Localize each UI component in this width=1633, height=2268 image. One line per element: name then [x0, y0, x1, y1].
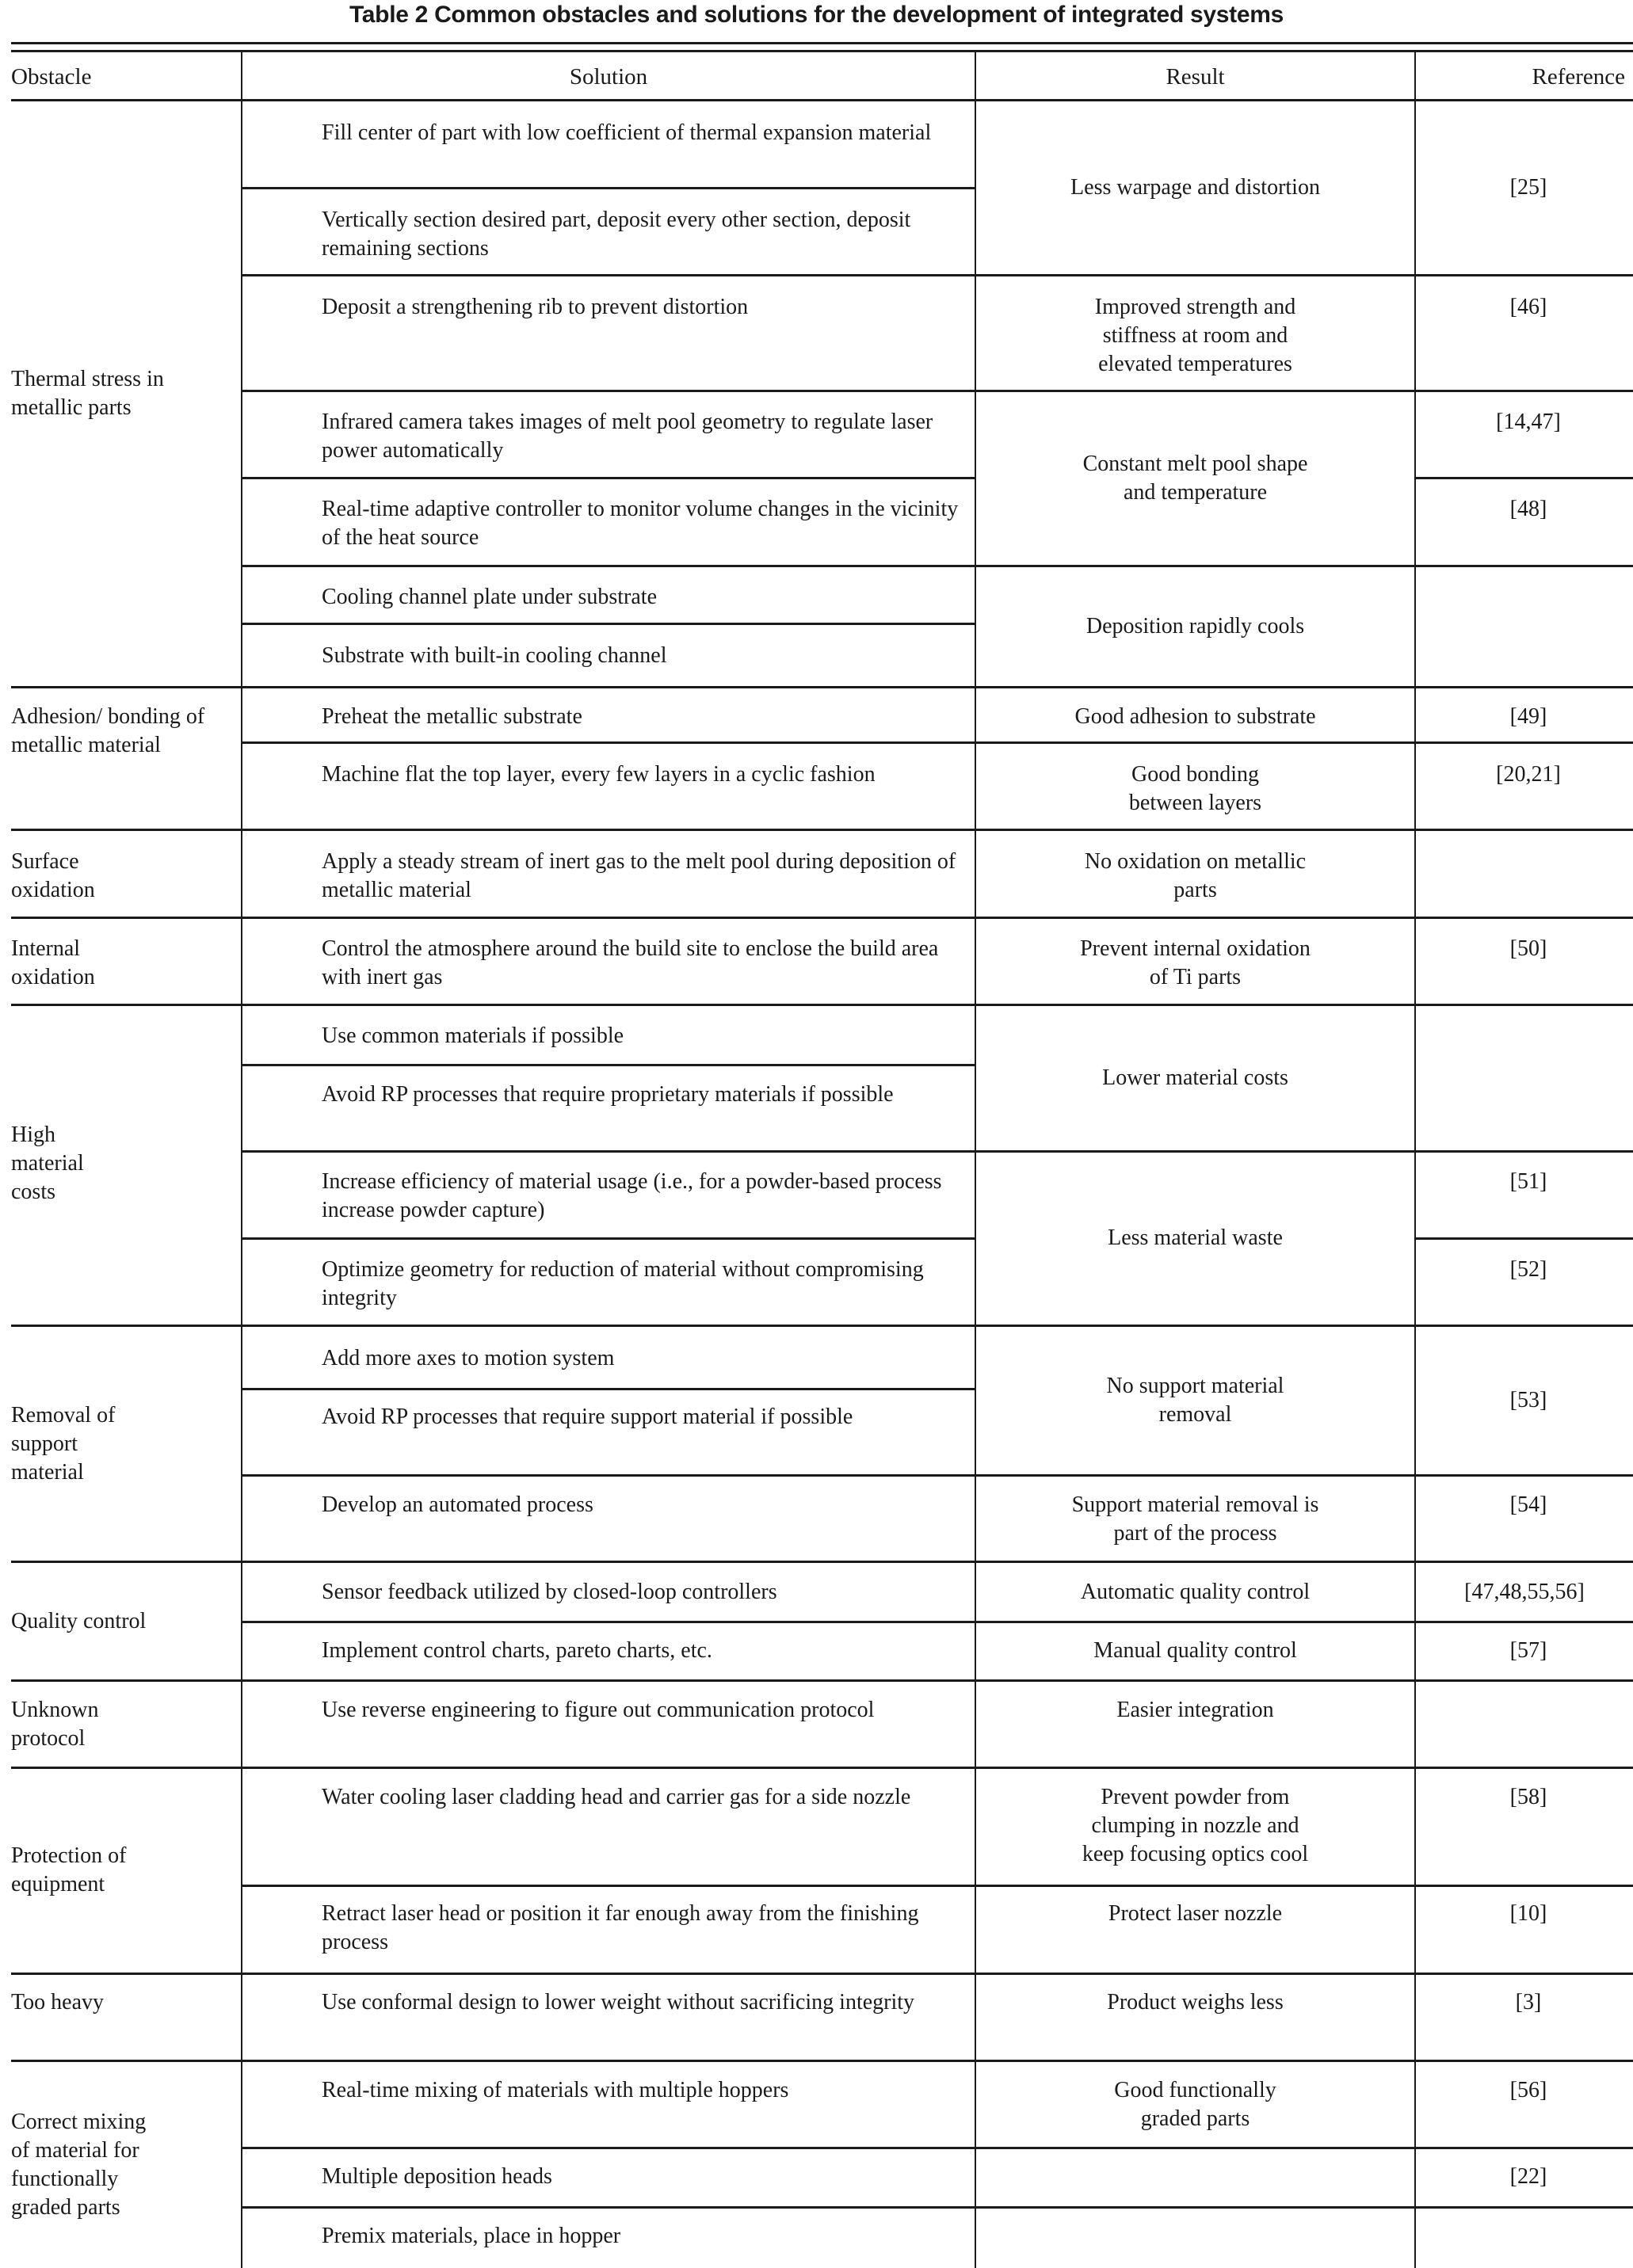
row-divider [242, 2147, 1633, 2149]
obstacle-cell: Adhesion/ bonding of metallic material [11, 704, 205, 757]
obstacle-cell: Unknown protocol [11, 1698, 99, 1751]
row-divider [242, 565, 1633, 567]
row-divider [242, 1150, 1633, 1153]
reference-cell: [58] [1509, 1785, 1547, 1809]
solution-cell: Optimize geometry for reduction of material without compromising integrity [322, 1257, 924, 1310]
result-cell: Lower material costs [1102, 1065, 1288, 1090]
obstacle-cell: Too heavy [11, 1990, 105, 2015]
result-cell: Support material removal is part of the process [1071, 1492, 1319, 1546]
group-divider [11, 1561, 1633, 1563]
header-reference: Reference [1532, 63, 1625, 90]
reference-cell: [52] [1509, 1257, 1547, 1282]
reference-cell: [57] [1509, 1638, 1547, 1663]
row-divider [242, 477, 975, 479]
solution-cell: Real-time mixing of materials with multiple hoppers [322, 2078, 789, 2102]
row-divider [242, 1388, 975, 1390]
result-cell: Improved strength and stiffness at room and elevated temperatures [1094, 295, 1296, 376]
solution-cell: Control the atmosphere around the build site to enclose the build area with inert gas [322, 936, 939, 989]
column-divider-1 [241, 52, 242, 2268]
obstacle-cell: High material costs [11, 1123, 84, 1204]
row-divider [242, 741, 1633, 744]
reference-cell: [51] [1509, 1169, 1547, 1194]
obstacle-cell: Internal oxidation [11, 936, 95, 989]
row-divider [242, 1237, 975, 1240]
row-divider [242, 623, 975, 625]
result-cell: Less material waste [1108, 1225, 1283, 1250]
row-divider [242, 390, 1633, 392]
result-cell: Prevent internal oxidation of Ti parts [1080, 936, 1311, 989]
reference-cell: [22] [1509, 2164, 1547, 2189]
header-obstacle: Obstacle [11, 63, 92, 90]
group-divider [11, 1767, 1633, 1769]
table-title: Table 2 Common obstacles and solutions for the development of integrated systems [349, 2, 1284, 28]
reference-cell: [56] [1509, 2078, 1547, 2102]
row-divider [242, 1621, 1633, 1623]
reference-cell: [48] [1509, 497, 1547, 521]
solution-cell: Sensor feedback utilized by closed-loop controllers [322, 1580, 777, 1604]
result-cell: Protect laser nozzle [1108, 1901, 1283, 1926]
solution-cell: Substrate with built-in cooling channel [322, 643, 667, 668]
solution-cell: Develop an automated process [322, 1492, 593, 1517]
group-divider [11, 2060, 1633, 2062]
solution-cell: Avoid RP processes that require proprietary materials if possible [322, 1082, 894, 1107]
reference-cell: [53] [1509, 1388, 1547, 1412]
solution-cell: Fill center of part with low coefficient of thermal expansion material [322, 120, 932, 145]
solution-cell: Cooling channel plate under substrate [322, 585, 657, 609]
result-cell: Product weighs less [1107, 1990, 1284, 2015]
group-divider [11, 829, 1633, 831]
result-cell: Constant melt pool shape and temperature [1082, 451, 1308, 505]
obstacle-cell: Surface oxidation [11, 849, 95, 902]
result-cell: Easier integration [1116, 1698, 1274, 1722]
solution-cell: Deposit a strengthening rib to prevent distortion [322, 295, 749, 319]
top-rule [11, 42, 1633, 44]
row-divider [242, 2206, 1633, 2209]
row-divider [1416, 1237, 1633, 1240]
reference-cell: [14,47] [1496, 410, 1561, 434]
row-divider [242, 187, 975, 189]
reference-cell: [49] [1509, 704, 1547, 729]
result-cell: Good adhesion to substrate [1074, 704, 1316, 729]
result-cell: No support material removal [1106, 1374, 1284, 1427]
solution-cell: Water cooling laser cladding head and carrier gas for a side nozzle [322, 1785, 911, 1809]
reference-cell: [54] [1509, 1492, 1547, 1517]
reference-cell: [25] [1509, 175, 1547, 200]
solution-cell: Machine flat the top layer, every few layers in a cyclic fashion [322, 762, 876, 787]
obstacle-cell: Correct mixing of material for functionally graded parts [11, 2109, 147, 2220]
row-divider [242, 1885, 1633, 1887]
obstacle-cell: Removal of support material [11, 1402, 116, 1485]
result-cell: Deposition rapidly cools [1085, 613, 1305, 638]
result-cell: Less warpage and distortion [1070, 175, 1320, 200]
solution-cell: Increase efficiency of material usage (i.e., for a powder-based process increase powder capture) [322, 1169, 942, 1222]
column-divider-3 [1414, 52, 1416, 2268]
group-divider [11, 917, 1633, 919]
result-cell: Good functionally graded parts [1114, 2078, 1276, 2131]
solution-cell: Avoid RP processes that require support material if possible [322, 1405, 853, 1429]
solution-cell: Use conformal design to lower weight without sacrificing integrity [322, 1990, 915, 2015]
obstacle-cell: Protection of equipment [11, 1843, 127, 1896]
result-cell: Good bonding between layers [1128, 762, 1262, 815]
solution-cell: Vertically section desired part, deposit every other section, deposit remaining sections [322, 208, 911, 261]
reference-cell: [3] [1515, 1990, 1542, 2015]
reference-cell: [20,21] [1496, 762, 1561, 787]
row-divider [242, 1064, 975, 1066]
solution-cell: Add more axes to motion system [322, 1346, 615, 1370]
reference-cell: [47,48,55,56] [1464, 1580, 1585, 1604]
solution-cell: Apply a steady stream of inert gas to the melt pool during deposition of metallic material [322, 849, 956, 902]
solution-cell: Real-time adaptive controller to monitor volume changes in the vicinity of the heat source [322, 497, 959, 550]
solution-cell: Implement control charts, pareto charts, etc. [322, 1638, 712, 1663]
solution-cell: Multiple deposition heads [322, 2164, 552, 2189]
row-divider [1416, 477, 1633, 479]
solution-cell: Premix materials, place in hopper [322, 2224, 621, 2248]
reference-cell: [46] [1509, 295, 1547, 319]
reference-cell: [50] [1509, 936, 1547, 961]
reference-cell: [10] [1509, 1901, 1547, 1926]
header-result: Result [1166, 63, 1225, 90]
solution-cell: Preheat the metallic substrate [322, 704, 582, 729]
group-divider [11, 686, 1633, 688]
header-solution: Solution [569, 63, 648, 90]
solution-cell: Use common materials if possible [322, 1023, 624, 1048]
solution-cell: Use reverse engineering to figure out communication protocol [322, 1698, 875, 1722]
solution-cell: Infrared camera takes images of melt pool geometry to regulate laser power automatically [322, 410, 933, 463]
result-cell: Automatic quality control [1080, 1580, 1311, 1604]
group-divider [11, 1679, 1633, 1682]
result-cell: Manual quality control [1093, 1638, 1297, 1663]
solution-cell: Retract laser head or position it far enough away from the finishing process [322, 1901, 919, 1954]
group-divider [11, 1973, 1633, 1975]
result-cell: No oxidation on metallic parts [1084, 849, 1307, 902]
obstacle-cell: Thermal stress in metallic parts [11, 367, 164, 420]
result-cell: Prevent powder from clumping in nozzle and keep focusing optics cool [1082, 1785, 1309, 1866]
obstacle-cell: Quality control [11, 1608, 147, 1633]
